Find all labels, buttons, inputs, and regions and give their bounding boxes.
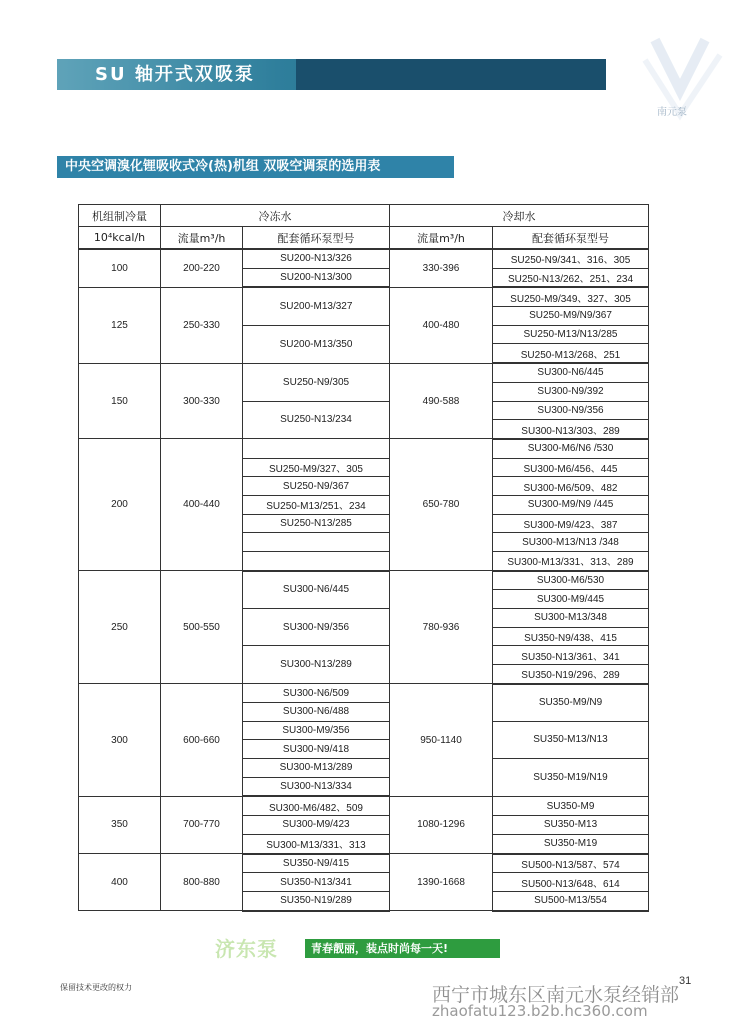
cell-cooling-flow: 400-480 — [390, 287, 493, 363]
cell-chilled-pump: SU250-N9/367 — [243, 477, 390, 496]
cell-chilled-pump: SU300-N9/418 — [243, 740, 390, 759]
cell-cooling-pump: SU350-N13/361、341 — [493, 646, 649, 665]
cell-cooling-pump: SU300-M13/331、313、289 — [493, 552, 649, 571]
cell-capacity: 100 — [79, 249, 161, 287]
table-body — [79, 249, 649, 911]
section-title: 中央空调溴化锂吸收式冷(热)机组 双吸空调泵的选用表 — [65, 159, 381, 174]
cell-cooling-pump: SU300-M6/509、482 — [493, 477, 649, 496]
table-row — [79, 249, 649, 268]
cell-chilled-pump — [243, 552, 390, 571]
pump-selection-table — [78, 204, 649, 912]
cell-chilled-pump: SU300-M9/423 — [243, 816, 390, 835]
header-cooling-flow: 流量m³/h — [390, 227, 493, 250]
cell-cooling-flow: 650-780 — [390, 439, 493, 571]
page-number: 31 — [679, 975, 692, 987]
cell-chilled-pump: SU200-N13/300 — [243, 268, 390, 287]
section-header — [57, 156, 454, 178]
cell-cooling-flow: 490-588 — [390, 363, 493, 439]
cell-capacity: 350 — [79, 796, 161, 853]
cell-chilled-pump: SU300-N13/289 — [243, 646, 390, 684]
cell-capacity: 300 — [79, 684, 161, 797]
cell-chilled-pump — [243, 533, 390, 552]
header-capacity-unit: 10⁴kcal/h — [79, 227, 161, 250]
cell-cooling-pump: SU250-M9/349、327、305 — [493, 287, 649, 306]
cell-chilled-pump: SU250-M13/251、234 — [243, 495, 390, 514]
cell-chilled-pump: SU300-N6/445 — [243, 571, 390, 609]
cell-chilled-pump: SU200-N13/326 — [243, 249, 390, 268]
cell-chilled-pump: SU250-N13/234 — [243, 401, 390, 439]
cell-cooling-pump: SU500-N13/648、614 — [493, 873, 649, 892]
cell-cooling-pump: SU300-N6/445 — [493, 363, 649, 382]
table-row — [79, 439, 649, 458]
cell-cooling-pump: SU300-M6/456、445 — [493, 458, 649, 477]
cell-chilled-pump: SU300-N6/488 — [243, 703, 390, 722]
cell-chilled-pump: SU350-N9/415 — [243, 854, 390, 873]
cell-chilled-flow: 600-660 — [161, 684, 243, 797]
header-chilled-flow: 流量m³/h — [161, 227, 243, 250]
cell-chilled-flow: 300-330 — [161, 363, 243, 439]
cell-cooling-pump: SU350-M13/N13 — [493, 721, 649, 758]
cell-chilled-pump: SU300-M13/289 — [243, 759, 390, 778]
cell-cooling-pump: SU250-N9/341、316、305 — [493, 249, 649, 268]
cell-cooling-pump: SU350-N9/438、415 — [493, 627, 649, 646]
cell-cooling-pump: SU350-M9 — [493, 796, 649, 815]
page-title: SU 轴开式双吸泵 — [95, 64, 255, 85]
cell-cooling-pump: SU350-N19/296、289 — [493, 665, 649, 684]
cell-cooling-pump: SU500-M13/554 — [493, 891, 649, 910]
table-row — [79, 287, 649, 306]
cell-cooling-pump: SU250-M9/N9/367 — [493, 307, 649, 326]
cell-chilled-pump: SU300-N9/356 — [243, 609, 390, 646]
table-row — [79, 363, 649, 382]
cell-chilled-pump: SU300-N6/509 — [243, 684, 390, 703]
table-row — [79, 684, 649, 703]
cell-cooling-pump: SU300-M9/445 — [493, 590, 649, 609]
cell-chilled-flow: 800-880 — [161, 854, 243, 911]
cell-cooling-pump: SU350-M19 — [493, 834, 649, 853]
banner-dark-band — [296, 59, 606, 90]
cell-cooling-pump: SU300-N13/303、289 — [493, 420, 649, 439]
cell-cooling-flow: 950-1140 — [390, 684, 493, 797]
cell-capacity: 200 — [79, 439, 161, 571]
cell-capacity: 150 — [79, 363, 161, 439]
cell-cooling-pump: SU300-M13/N13 /348 — [493, 533, 649, 552]
cell-chilled-pump: SU300-M9/356 — [243, 721, 390, 740]
cell-chilled-pump: SU350-N13/341 — [243, 873, 390, 892]
cell-cooling-pump: SU250-M13/268、251 — [493, 344, 649, 363]
cell-cooling-pump: SU300-M9/N9 /445 — [493, 495, 649, 514]
cell-chilled-pump: SU200-M13/327 — [243, 287, 390, 325]
cell-cooling-pump: SU350-M19/N19 — [493, 759, 649, 797]
cell-cooling-pump: SU350-M13 — [493, 816, 649, 835]
brand-mark: 济东泵 — [215, 937, 278, 961]
cell-cooling-pump: SU300-M6/530 — [493, 571, 649, 590]
cell-chilled-pump — [243, 439, 390, 458]
header-chilled-water: 冷冻水 — [161, 205, 390, 227]
watermark-url: zhaofatu123.b2b.hc360.com — [432, 1002, 648, 1020]
title-banner — [57, 59, 606, 90]
cell-chilled-pump: SU250-M9/327、305 — [243, 458, 390, 477]
cell-cooling-flow: 1080-1296 — [390, 796, 493, 853]
cell-chilled-pump: SU250-N13/285 — [243, 514, 390, 533]
header-chilled-pump: 配套循环泵型号 — [243, 227, 390, 250]
cell-chilled-flow: 200-220 — [161, 249, 243, 287]
cell-chilled-flow: 700-770 — [161, 796, 243, 853]
cell-chilled-flow: 400-440 — [161, 439, 243, 571]
table-row — [79, 571, 649, 590]
cell-capacity: 250 — [79, 571, 161, 684]
cell-cooling-pump: SU300-M9/423、387 — [493, 514, 649, 533]
cell-chilled-flow: 500-550 — [161, 571, 243, 684]
cell-cooling-pump: SU500-N13/587、574 — [493, 854, 649, 873]
cell-chilled-pump: SU250-N9/305 — [243, 363, 390, 401]
cell-chilled-pump: SU300-M13/331、313 — [243, 834, 390, 853]
cell-capacity: 125 — [79, 287, 161, 363]
cell-chilled-pump: SU350-N19/289 — [243, 891, 390, 910]
cell-chilled-flow: 250-330 — [161, 287, 243, 363]
cell-cooling-pump: SU300-N9/392 — [493, 382, 649, 401]
table-row — [79, 854, 649, 873]
cell-chilled-pump: SU300-N13/334 — [243, 777, 390, 796]
cell-capacity: 400 — [79, 854, 161, 911]
header-cooling-water: 冷却水 — [390, 205, 649, 227]
watermark-shop-name: 西宁市城东区南元水泵经销部 — [432, 984, 680, 1006]
cell-cooling-flow: 1390-1668 — [390, 854, 493, 911]
cell-cooling-pump: SU250-M13/N13/285 — [493, 325, 649, 344]
footnote: 保留技术更改的权力 — [60, 983, 132, 992]
table-row — [79, 796, 649, 815]
cell-chilled-pump: SU200-M13/350 — [243, 325, 390, 363]
header-cooling-pump: 配套循环泵型号 — [493, 227, 649, 250]
cell-cooling-pump: SU300-M6/N6 /530 — [493, 439, 649, 458]
cell-cooling-pump: SU300-N9/356 — [493, 401, 649, 420]
logo-text: 南元泵 — [657, 107, 687, 118]
cell-cooling-pump: SU300-M13/348 — [493, 609, 649, 628]
cell-cooling-flow: 780-936 — [390, 571, 493, 684]
cell-cooling-pump: SU250-N13/262、251、234 — [493, 268, 649, 287]
cell-chilled-pump: SU300-M6/482、509 — [243, 796, 390, 815]
slogan-banner: 青春靓丽，装点时尚每一天! — [305, 939, 500, 958]
cell-cooling-flow: 330-396 — [390, 249, 493, 287]
header-capacity: 机组制冷量 — [79, 205, 161, 227]
cell-cooling-pump: SU350-M9/N9 — [493, 684, 649, 721]
